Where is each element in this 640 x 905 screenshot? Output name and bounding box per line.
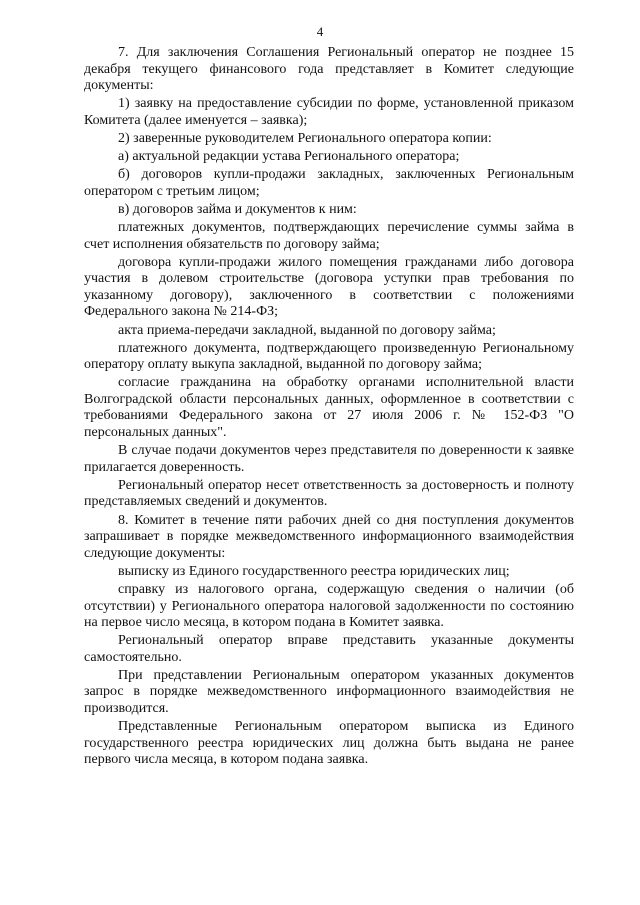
document-body bbox=[84, 45, 574, 770]
paragraph-purchase-contract: договора купли-продажи жилого помещения гражданами либо договора участия в долевом строительстве (договора уступки прав требования по указанному договору), заключенного в соответствии с положениями Федерального закона № 214-ФЗ; bbox=[84, 254, 574, 320]
paragraph-transfer-act: акта приема-передачи закладной, выданной по договору займа; bbox=[118, 322, 496, 338]
paragraph-no-request: При представлении Региональным оператором указанных документов запрос в порядке межведомственного информационного взаимодействия не производится. bbox=[84, 667, 574, 717]
paragraph-mortgage-contracts: б) договоров купли-продажи закладных, заключенных Региональным оператором с третьим лицом; bbox=[84, 167, 574, 199]
page-number: 4 bbox=[316, 24, 324, 39]
paragraph-application: 1) заявку на предоставление субсидии по форме, установленной приказом Комитета (далее именуется – заявка); bbox=[84, 96, 574, 128]
paragraph-self-submission: Региональный оператор вправе представить указанные документы самостоятельно. bbox=[84, 633, 574, 665]
paragraph-item-7-intro: 7. Для заключения Соглашения Региональный оператор не позднее 15 декабря текущего финансового года представляет в Комитет следующие документы: bbox=[84, 45, 574, 94]
paragraph-responsibility: Региональный оператор несет ответственность за достоверность и полноту представляемых сведений и документов. bbox=[84, 477, 574, 510]
paragraph-payment-documents: платежных документов, подтверждающих перечисление суммы займа в счет исполнения обязательств по договору займа; bbox=[84, 219, 574, 252]
paragraph-registry-extract: выписку из Единого государственного реестра юридических лиц; bbox=[118, 563, 510, 579]
paragraph-charter: а) актуальной редакции устава Регионального оператора; bbox=[118, 149, 460, 165]
paragraph-loan-contracts: в) договоров займа и документов к ним: bbox=[118, 201, 357, 217]
paragraph-personal-data-consent: согласие гражданина на обработку органами исполнительной власти Волгоградской области персональных данных, оформленное в соответствии с требованиями Федерального закона от 27 июля 2006 г. № 152-ФЗ "О персональных данных". bbox=[84, 375, 574, 441]
paragraph-certified-copies: 2) заверенные руководителем Регионального оператора копии: bbox=[118, 130, 492, 146]
paragraph-tax-certificate: справку из налогового органа, содержащую сведения о наличии (об отсутствии) у Регионального оператора налоговой задолженности по состоянию на первое число месяца, в котором подана в Комитет заявка. bbox=[84, 581, 574, 631]
paragraph-item-8-intro: 8. Комитет в течение пяти рабочих дней со дня поступления документов запрашивает в порядке межведомственного информационного взаимодействия следующие документы: bbox=[84, 512, 574, 561]
paragraph-power-of-attorney: В случае подачи документов через представителя по доверенности к заявке прилагается доверенность. bbox=[84, 443, 574, 475]
paragraph-extract-validity: Представленные Региональным оператором выписка из Единого государственного реестра юридических лиц должна быть выдана не ранее первого числа месяца, в котором подана заявка. bbox=[84, 719, 574, 768]
paragraph-payment-document: платежного документа, подтверждающего произведенную Региональному оператору оплату выкупа закладной, выданной по договору займа; bbox=[84, 340, 574, 373]
